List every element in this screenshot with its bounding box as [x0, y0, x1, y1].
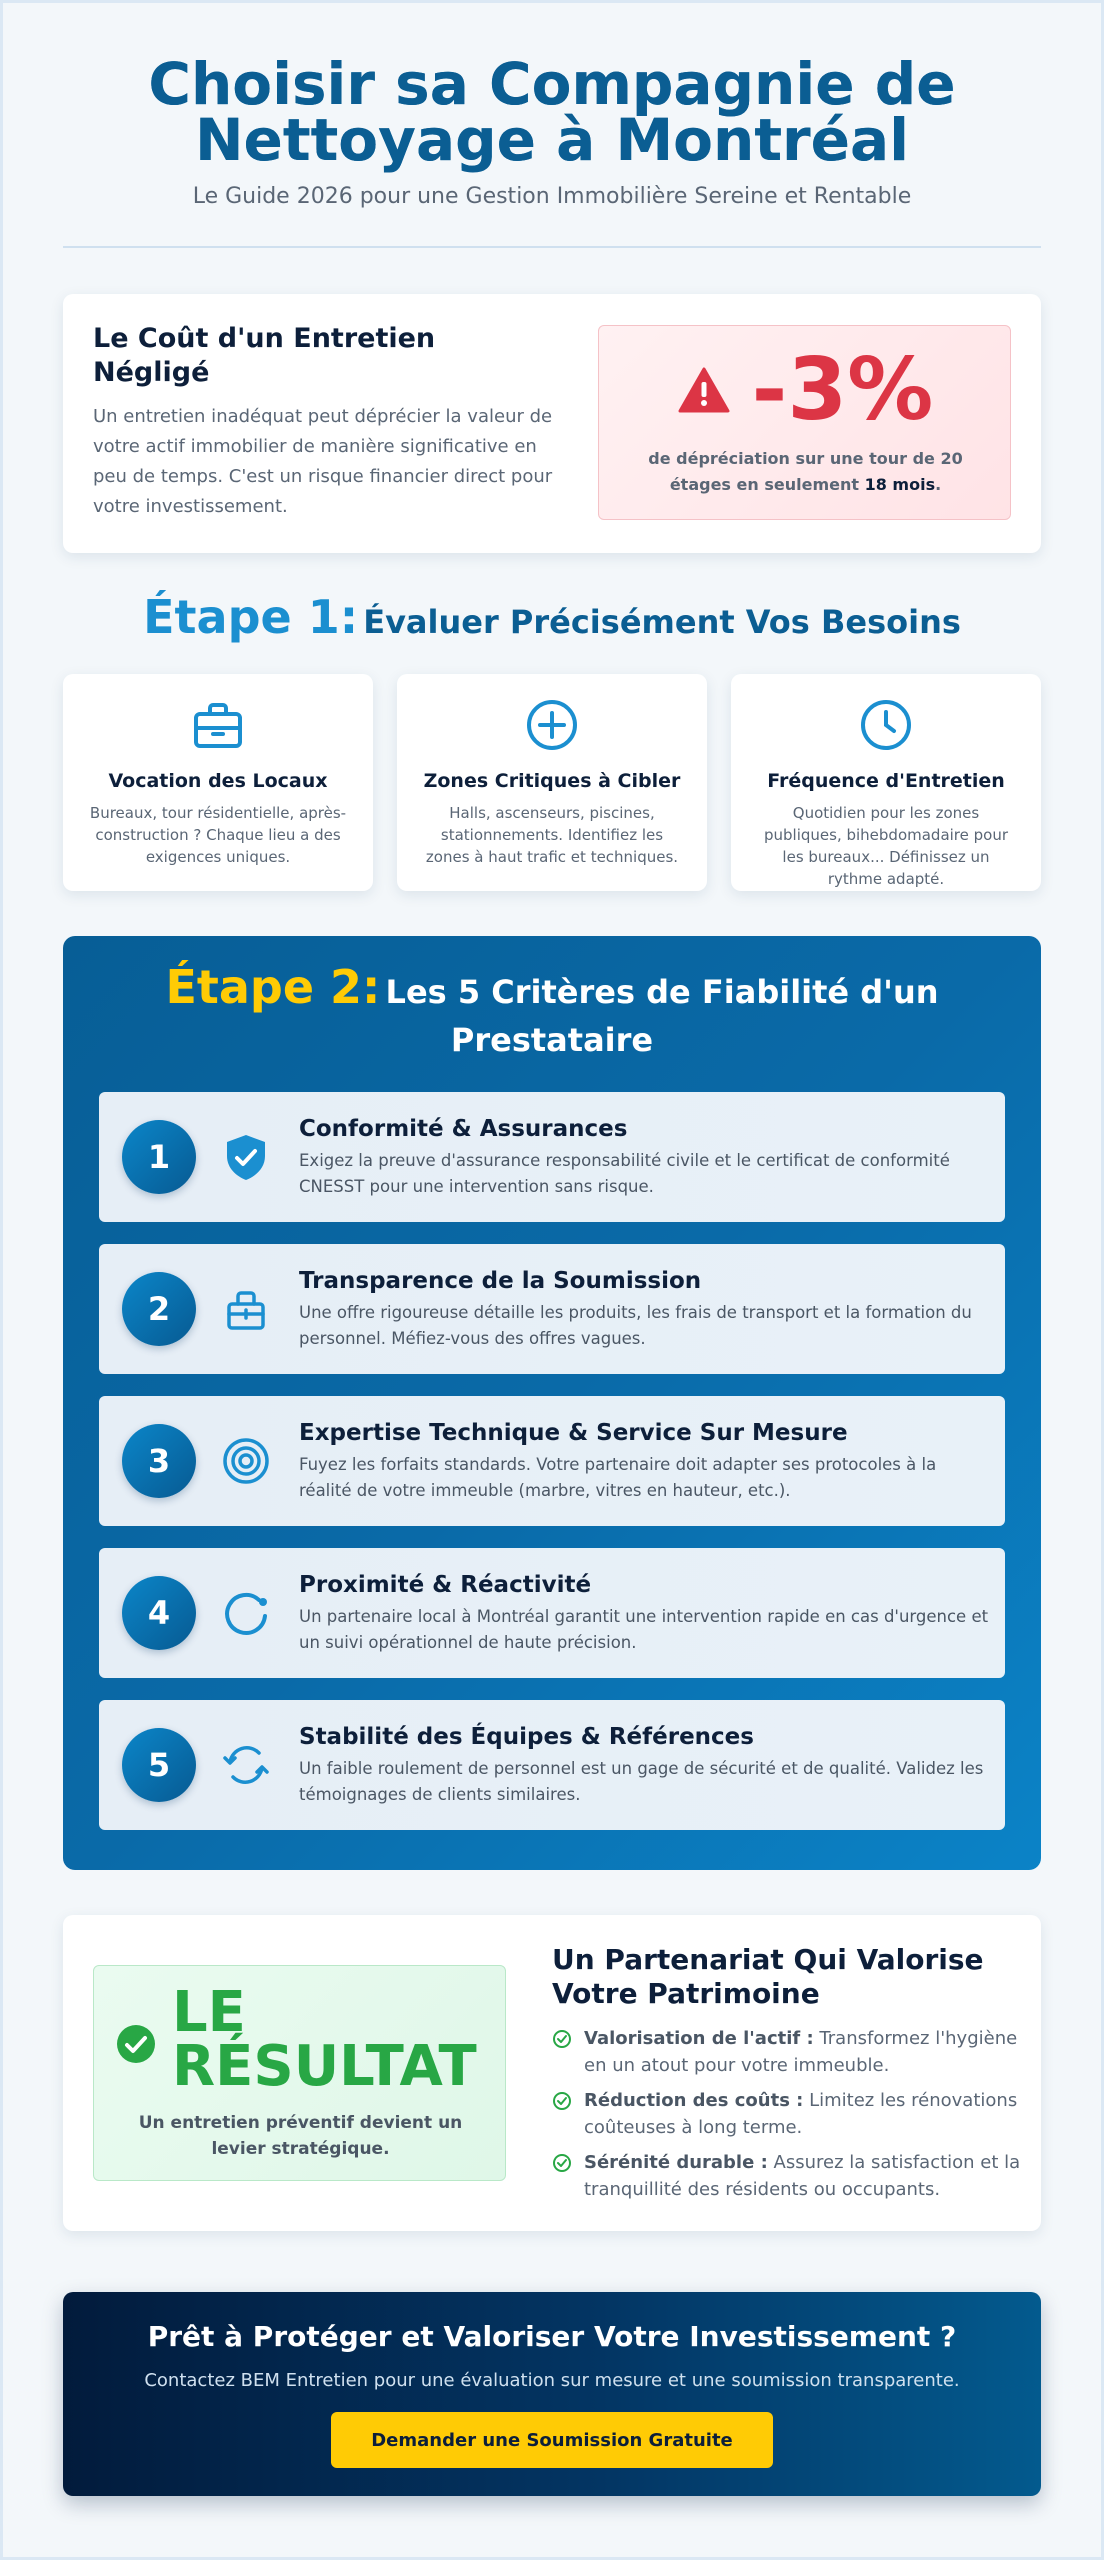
- benefit-text: Transformez l'hygiène en un atout pour votre immeuble.: [584, 2028, 1018, 2076]
- cost-body: Un entretien inadéquat peut déprécier la valeur de votre actif immobilier de manière significative en peu de temps. C'est un risque financier direct pour votre investissement.: [93, 406, 553, 517]
- result-heading: [172, 1980, 502, 2099]
- depreciation-caption-suffix: .: [935, 475, 942, 494]
- criterion-number: 3: [122, 1424, 196, 1498]
- need-title: Vocation des Locaux: [108, 770, 328, 792]
- plus-circle-icon: [525, 698, 579, 752]
- step2-section: [63, 936, 1041, 1870]
- need-text: Halls, ascenseurs, piscines, stationnements. Identifiez les zones à haut trafic et techniques.: [425, 804, 679, 866]
- result-heading-line2: RÉSULTAT: [172, 2034, 477, 2099]
- cost-card: [63, 294, 1041, 553]
- check-circle-outline-icon: [552, 2153, 572, 2173]
- need-text: Quotidien pour les zones publiques, bihebdomadaire pour les bureaux... Définissez un rythme adapté.: [763, 804, 1009, 888]
- page-subtitle: Le Guide 2026 pour une Gestion Immobilière Sereine et Rentable: [192, 184, 912, 209]
- warning-triangle-icon: [678, 367, 730, 413]
- step1-title: Évaluer Précisément Vos Besoins: [363, 603, 961, 641]
- step2-title: Les 5 Critères de Fiabilité d'un Prestataire: [385, 973, 939, 1059]
- step2-label: Étape 2:: [165, 960, 381, 1014]
- partnership-title: Un Partenariat Qui Valorise Votre Patrimoine: [552, 1943, 984, 2010]
- need-card-vocation: [63, 674, 373, 891]
- criterion-text: Fuyez les forfaits standards. Votre partenaire doit adapter ses protocoles à la réalité de votre immeuble (marbre, vitres en hauteur, etc.).: [299, 1455, 937, 1500]
- clock-icon: [859, 698, 913, 752]
- criterion-title: Proximité & Réactivité: [299, 1572, 592, 1598]
- page-title-line2: Nettoyage à Montréal: [194, 106, 910, 174]
- check-circle-icon: [116, 2024, 156, 2064]
- result-highlight-box: [93, 1965, 506, 2181]
- criterion-card: [99, 1396, 1005, 1526]
- need-title: Fréquence d'Entretien: [767, 770, 1005, 792]
- criterion-text: Un partenaire local à Montréal garantit une intervention rapide en cas d'urgence et un suivi opérationnel de haute précision.: [299, 1607, 989, 1652]
- header-divider: [63, 246, 1041, 248]
- page-title: [63, 50, 1041, 174]
- shield-check-icon: [221, 1132, 271, 1182]
- benefit-label: Valorisation de l'actif :: [584, 2028, 814, 2049]
- cta-title: Prêt à Protéger et Valoriser Votre Investissement ?: [147, 2320, 957, 2353]
- depreciation-caption: [629, 446, 982, 498]
- criterion-number: 1: [122, 1120, 196, 1194]
- criterion-number: 5: [122, 1728, 196, 1802]
- criterion-card: [99, 1700, 1005, 1830]
- result-caption: Un entretien préventif devient un levier stratégique.: [138, 2113, 463, 2159]
- criterion-card: [99, 1548, 1005, 1678]
- depreciation-stat: -3%: [751, 340, 934, 440]
- criterion-title: Conformité & Assurances: [299, 1116, 628, 1142]
- depreciation-caption-text: de dépréciation sur une tour de 20 étages en seulement: [648, 449, 963, 494]
- criterion-text: Exigez la preuve d'assurance responsabilité civile et le certificat de conformité CNESST pour une intervention sans risque.: [299, 1151, 950, 1196]
- cta-text: Contactez BEM Entretien pour une évaluation sur mesure et une soumission transparente.: [144, 2370, 960, 2391]
- page-title-line1: Choisir sa Compagnie de: [148, 50, 956, 118]
- need-card-zones: [397, 674, 707, 891]
- depreciation-caption-emphasis: 18 mois: [864, 475, 936, 494]
- refresh-cycle-icon: [221, 1740, 271, 1790]
- criterion-card: [99, 1244, 1005, 1374]
- criterion-text: Une offre rigoureuse détaille les produits, les frais de transport et la formation du personnel. Méfiez-vous des offres vagues.: [299, 1303, 972, 1348]
- criterion-title: Transparence de la Soumission: [299, 1268, 702, 1294]
- depreciation-alert-box: [598, 325, 1011, 520]
- benefit-label: Réduction des coûts :: [584, 2090, 804, 2111]
- criterion-text: Un faible roulement de personnel est un gage de sécurité et de qualité. Validez les témoignages de clients similaires.: [299, 1759, 984, 1804]
- need-text: Bureaux, tour résidentielle, après-construction ? Chaque lieu a des exigences uniques.: [89, 804, 347, 866]
- criterion-number: 4: [122, 1576, 196, 1650]
- check-circle-outline-icon: [552, 2029, 572, 2049]
- need-card-frequence: [731, 674, 1041, 891]
- cta-banner: [63, 2292, 1041, 2496]
- benefit-label: Sérénité durable :: [584, 2152, 768, 2173]
- result-card: [63, 1915, 1041, 2231]
- request-quote-button[interactable]: Demander une Soumission Gratuite: [331, 2412, 773, 2468]
- criterion-number: 2: [122, 1272, 196, 1346]
- reload-icon: [221, 1588, 271, 1638]
- page-header: [63, 50, 1041, 209]
- step1-label: Étape 1:: [143, 590, 359, 644]
- result-heading-line1: LE: [172, 1980, 246, 2045]
- shopping-basket-icon: [221, 1284, 271, 1334]
- criterion-title: Expertise Technique & Service Sur Mesure: [299, 1420, 848, 1446]
- benefit-text: Assurez la satisfaction et la tranquillité des résidents ou occupants.: [584, 2152, 1021, 2200]
- need-title: Zones Critiques à Cibler: [423, 770, 681, 792]
- benefit-text: Limitez les rénovations coûteuses à long terme.: [584, 2090, 1018, 2138]
- cost-title: Le Coût d'un Entretien Négligé: [93, 323, 436, 388]
- step1-heading: [63, 590, 1041, 644]
- check-circle-outline-icon: [552, 2091, 572, 2111]
- criterion-title: Stabilité des Équipes & Références: [299, 1724, 754, 1750]
- target-icon: [221, 1436, 271, 1486]
- briefcase-icon: [191, 698, 245, 752]
- criterion-card: [99, 1092, 1005, 1222]
- step2-heading: [63, 960, 1041, 1067]
